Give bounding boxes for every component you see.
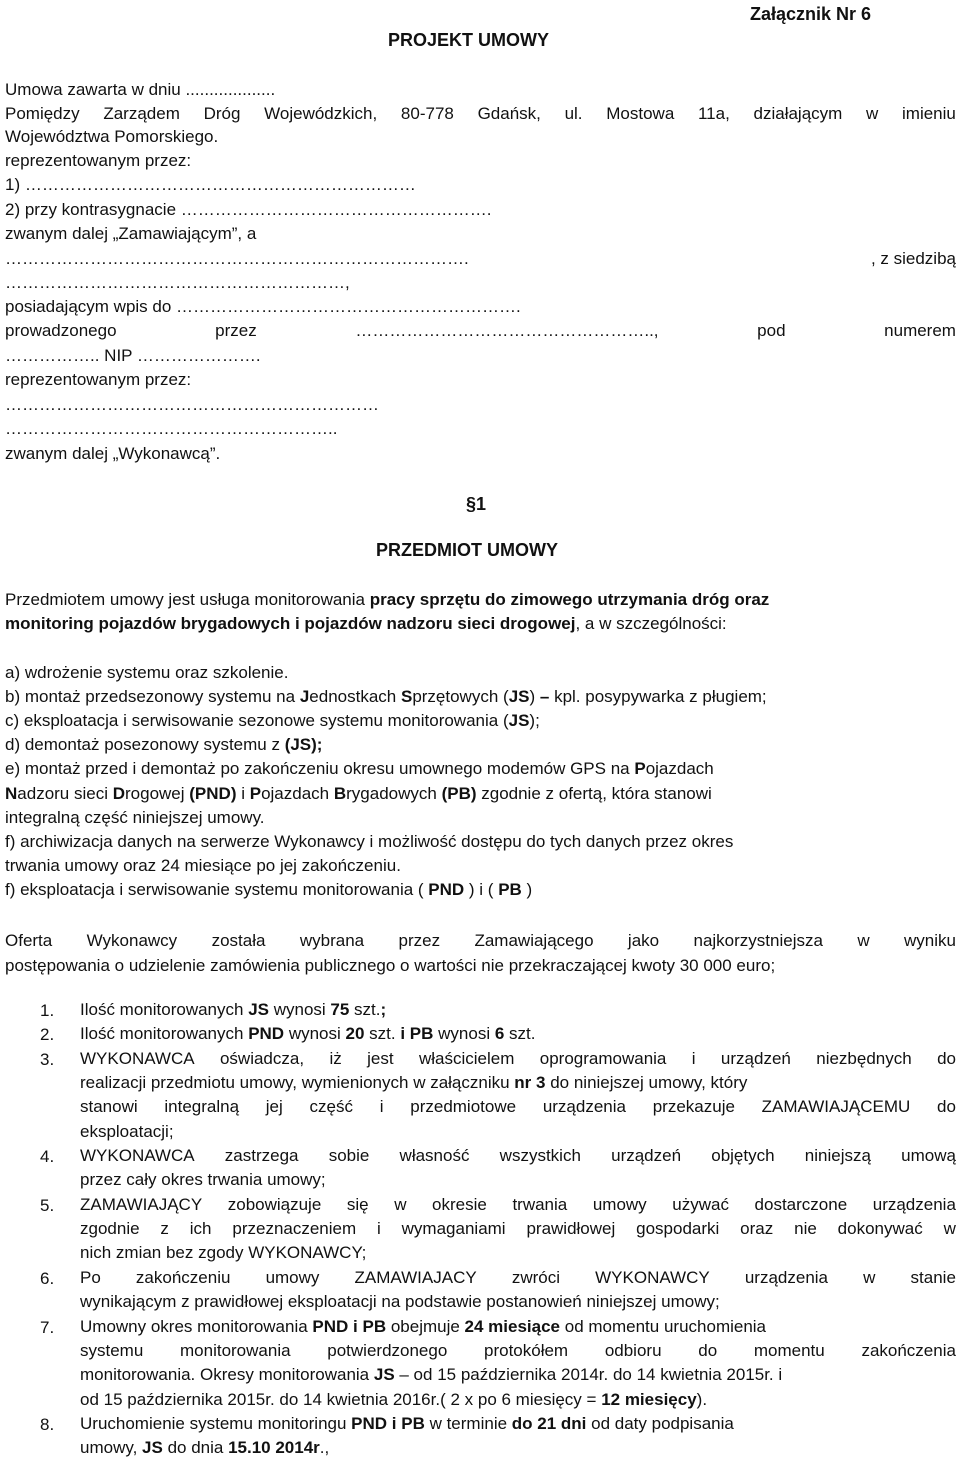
list-number: 1. xyxy=(40,1001,55,1020)
list-number: 5. xyxy=(40,1196,55,1215)
list-number: 4. xyxy=(40,1147,55,1166)
party-line-12: …………….. NIP …………………. xyxy=(5,346,261,365)
list-item-3: WYKONAWCA oświadcza, iż jest właścicielem oprogramowania i urządzeń niezbędnych do realizacji przedmiotu umowy, wymienionych w załączniku nr 3 do niniejszej umowy, który stanowi integralną jej część i przedmiotowe urządzenia przekazuje ZAMAWIAJĄCEMU do eksploatacji; xyxy=(80,1049,956,1141)
scope-e-line-3: integralną część niniejszej umowy. xyxy=(5,808,265,827)
list-item-2: Ilość monitorowanych PND wynosi 20 szt. i PB wynosi 6 szt. xyxy=(80,1024,536,1043)
document-title: PROJEKT UMOWY xyxy=(388,30,550,50)
scope-f-second: f) eksploatacja i serwisowanie systemu monitorowania ( PND ) i ( PB ) xyxy=(5,880,533,899)
party-line-8-left: ………………………………………………………………………. xyxy=(5,249,469,268)
section-number: §1 xyxy=(466,494,487,514)
contract-date-line: Umowa zawarta w dniu ................... xyxy=(5,80,276,99)
scope-f: f) archiwizacja danych na serwerze Wykonawcy i możliwość dostępu do tych danych przez okres xyxy=(5,832,734,851)
party-line-4: reprezentowanym przez: xyxy=(5,151,192,170)
list-item-4: WYKONAWCA zastrzega sobie własność wszystkich urządzeń objętych niniejszą umową przez cały okres trwania umowy; xyxy=(80,1146,956,1190)
attachment-label: Załącznik Nr 6 xyxy=(750,4,872,24)
list-item-6: Po zakończeniu umowy ZAMAWIAJACY zwróci WYKONAWCY urządzenia w stanie wynikającym z prawidłowej eksploatacji na podstawie postanowień niniejszej umowy; xyxy=(80,1268,956,1312)
party-line-5: 1) …………………………………………………………… xyxy=(5,175,416,194)
section-heading: PRZEDMIOT UMOWY xyxy=(376,540,558,560)
scope-f-line-2: trwania umowy oraz 24 miesiące po jej zakończeniu. xyxy=(5,856,401,875)
scope-c: c) eksploatacja i serwisowanie sezonowe systemu monitorowania (JS); xyxy=(5,711,540,730)
party-line-2: Pomiędzy Zarządem Dróg Wojewódzkich, 80-778 Gdańsk, ul. Mostowa 11a, działającym w imieniu xyxy=(5,104,956,123)
scope-e-line-2: Nadzoru sieci Drogowej (PND) i Pojazdach Brygadowych (PB) zgodnie z ofertą, która stanowi xyxy=(5,784,712,803)
list-number: 8. xyxy=(40,1415,55,1434)
party-line-16: zwanym dalej „Wykonawcą”. xyxy=(5,444,221,463)
scope-b: b) montaż przedsezonowy systemu na Jednostkach Sprzętowych (JS) – kpl. posypywarka z pługiem; xyxy=(5,687,767,706)
party-line-14: ………………………………………………………… xyxy=(5,395,379,414)
party-line-9: ……………………………………………………, xyxy=(5,273,350,292)
party-line-13: reprezentowanym przez: xyxy=(5,370,192,389)
party-line-10: posiadającym wpis do ……………………………………………………. xyxy=(5,297,521,316)
list-item-8: Uruchomienie systemu monitoringu PND i PB w terminie do 21 dni od daty podpisania umowy, JS do dnia 15.10 2014r., xyxy=(80,1414,734,1458)
list-number: 6. xyxy=(40,1269,55,1288)
party-line-3: Województwa Pomorskiego. xyxy=(5,127,219,146)
party-line-7: zwanym dalej „Zamawiającym”, a xyxy=(5,224,257,243)
list-number: 7. xyxy=(40,1318,55,1337)
party-line-15: ………………………………………………….. xyxy=(5,419,338,438)
list-item-7: Umowny okres monitorowania PND i PB obejmuje 24 miesiące od momentu uruchomienia systemu monitorowania potwierdzonego protokółem odbioru do momentu zakończenia monitorowania. Okresy monitorowania JS – od 15 października 2014r. do 14 kwietnia 2015r. i od 15 października 2015r. do 14 kwietnia 2016r.( 2 x po 6 miesięcy = 12 miesięcy). xyxy=(80,1317,956,1409)
offer-line-2: postępowania o udzielenie zamówienia publicznego o wartości nie przekraczającej kwoty 30 000 euro; xyxy=(5,956,776,975)
intro-line-1: Przedmiotem umowy jest usługa monitorowania pracy sprzętu do zimowego utrzymania dróg oraz xyxy=(5,590,770,609)
scope-e: e) montaż przed i demontaż po zakończeniu okresu umownego modemów GPS na Pojazdach xyxy=(5,759,714,778)
scope-a: a) wdrożenie systemu oraz szkolenie. xyxy=(5,663,289,682)
party-line-6: 2) przy kontrasygnacie ………………………………………………. xyxy=(5,200,492,219)
intro-line-2: monitoring pojazdów brygadowych i pojazdów nadzoru sieci drogowej, a w szczególności: xyxy=(5,614,727,633)
list-number: 3. xyxy=(40,1050,55,1069)
offer-line-1: Oferta Wykonawcy została wybrana przez Zamawiającego jako najkorzystniejsza w wyniku xyxy=(5,931,956,950)
party-line-11: prowadzonego przez …………………………………………….., pod numerem xyxy=(5,321,956,340)
party-line-8-right: , z siedzibą xyxy=(870,249,956,268)
scope-d: d) demontaż posezonowy systemu z (JS); xyxy=(5,735,323,754)
list-item-1: Ilość monitorowanych JS wynosi 75 szt.; xyxy=(80,1000,387,1019)
list-number: 2. xyxy=(40,1025,55,1044)
list-item-5: ZAMAWIAJĄCY zobowiązuje się w okresie trwania umowy używać dostarczone urządzenia zgodnie z ich przeznaczeniem i wymaganiami prawidłowej gospodarki oraz nie dokonywać w nich zmian bez zgody WYKONAWCY; xyxy=(80,1195,956,1263)
